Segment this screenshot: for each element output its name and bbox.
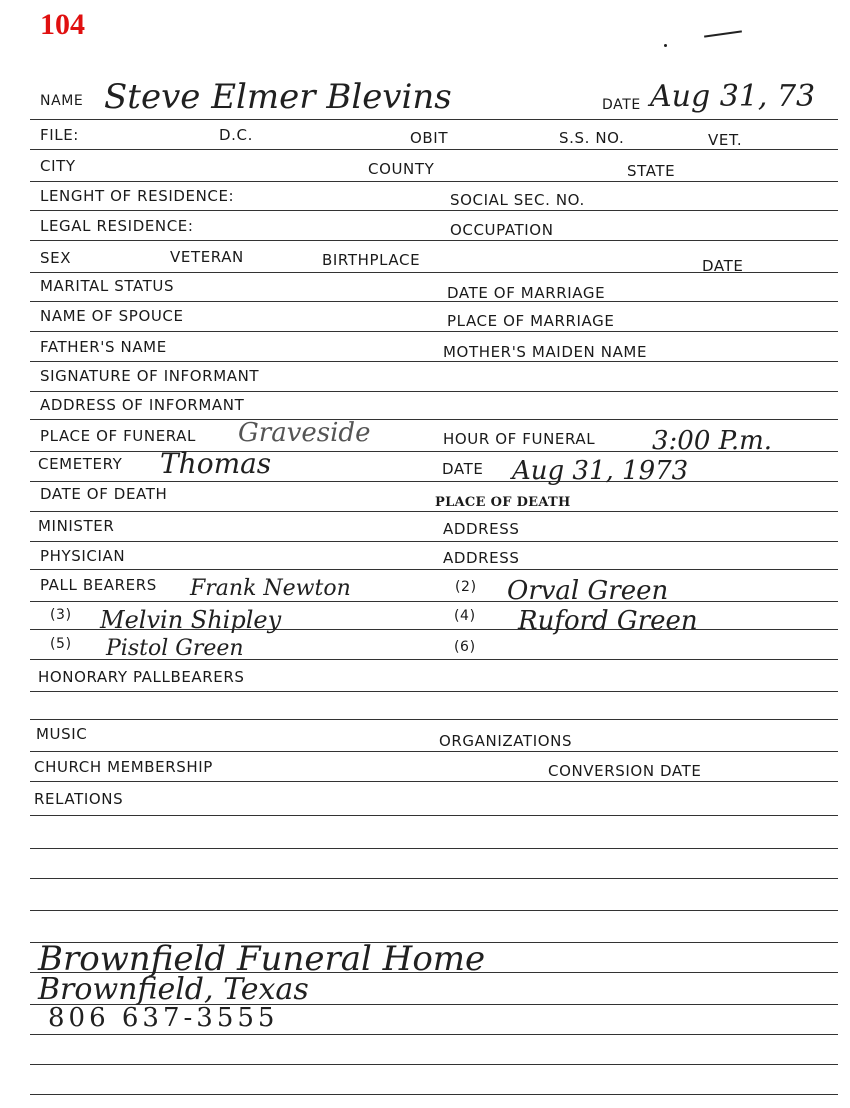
ink-dot-mark [664,44,667,47]
handwritten-funeral-home-city: Brownfield, Texas [38,972,309,1007]
line-honorary [30,691,838,692]
line-marital [30,301,838,302]
label-pb-5: (5) [50,636,72,652]
label-organizations: ORGANIZATIONS [439,732,573,750]
label-county: COUNTY [368,160,435,178]
line-relations [30,815,838,816]
line-signature [30,391,838,392]
label-name-of-spouse: NAME OF SPOUCE [40,307,184,325]
label-pb-3: (3) [50,607,72,623]
label-address-of-informant: ADDRESS OF INFORMANT [40,396,245,414]
label-legal-residence: LEGAL RESIDENCE: [40,217,194,235]
line-name [30,119,838,120]
line-address-informant [30,419,838,420]
label-relations: RELATIONS [34,790,124,808]
label-social-sec-no: SOCIAL SEC. NO. [450,191,585,209]
label-pall-bearers: PALL BEARERS [40,576,157,594]
label-music: MUSIC [36,725,88,743]
label-obit: OBIT [410,129,449,147]
label-state: STATE [627,162,676,180]
handwritten-name: Steve Elmer Blevins [104,77,452,117]
label-file: FILE: [40,126,79,144]
label-conversion-date: CONVERSION DATE [548,762,702,780]
line-file [30,149,838,150]
line-minister [30,541,838,542]
label-sex: SEX [40,249,72,267]
label-honorary-pallbearers: HONORARY PALLBEARERS [38,668,245,686]
label-pb-4: (4) [454,608,476,624]
label-length-of-residence: LENGHT OF RESIDENCE: [40,187,235,205]
handwritten-pall-bearer-1: Frank Newton [190,576,351,601]
handwritten-hour-of-funeral: 3:00 P.m. [652,426,773,456]
handwritten-funeral-home-phone: 806 637-3555 [48,1003,279,1033]
line-extra-2 [30,878,838,879]
line-city [30,181,838,182]
label-church-membership: CHURCH MEMBERSHIP [34,758,213,776]
label-physician: PHYSICIAN [40,547,126,565]
label-physician-address: ADDRESS [443,549,520,567]
line-residence [30,210,838,211]
label-occupation: OCCUPATION [450,221,554,239]
label-place-of-marriage: PLACE OF MARRIAGE [447,312,615,330]
line-date-death [30,511,838,512]
label-date: DATE [602,97,641,113]
label-place-of-funeral: PLACE OF FUNERAL [40,427,197,445]
line-spouse [30,331,838,332]
line-church [30,781,838,782]
label-date-of-marriage: DATE OF MARRIAGE [447,284,606,302]
line-pallbearers [30,601,838,602]
handwritten-cemetery: Thomas [160,447,272,480]
handwritten-funeral-date: Aug 31, 1973 [512,456,689,486]
line-music [30,751,838,752]
label-birth-date: DATE [702,257,744,275]
label-veteran: VETERAN [170,248,244,266]
label-date-of-death: DATE OF DEATH [40,485,168,503]
handwritten-funeral-home-name: Brownfield Funeral Home [38,939,486,979]
label-city: CITY [40,157,76,175]
label-dc: D.C. [219,126,253,144]
line-extra-7 [30,1034,838,1035]
label-ss-no: S.S. NO. [559,129,625,147]
label-pb-2: (2) [455,579,477,595]
handwritten-pall-bearer-5: Pistol Green [106,636,244,661]
line-blank [30,719,838,720]
line-extra-3 [30,910,838,911]
label-place-of-death: PLACE OF DEATH [435,495,571,510]
line-legal [30,240,838,241]
page-number: 104 [40,8,85,41]
label-cemetery: CEMETERY [38,455,123,473]
line-father [30,361,838,362]
label-minister-address: ADDRESS [443,520,520,538]
handwritten-date: Aug 31, 73 [650,79,816,114]
line-extra-9 [30,1094,838,1095]
label-pb-6: (6) [454,639,476,655]
line-extra-8 [30,1064,838,1065]
label-birthplace: BIRTHPLACE [322,251,421,269]
handwritten-pall-bearer-2: Orval Green [507,576,669,606]
label-funeral-date: DATE [442,460,484,478]
line-physician [30,569,838,570]
label-fathers-name: FATHER'S NAME [40,338,167,356]
label-vet: VET. [708,131,743,149]
label-minister: MINISTER [38,517,115,535]
line-cemetery [30,481,838,482]
ink-dash-mark [704,30,742,37]
label-signature-of-informant: SIGNATURE OF INFORMANT [40,367,260,385]
label-hour-of-funeral: HOUR OF FUNERAL [443,430,596,448]
label-mothers-maiden-name: MOTHER'S MAIDEN NAME [443,343,648,361]
label-name: NAME [40,93,84,109]
line-extra-1 [30,848,838,849]
label-marital-status: MARITAL STATUS [40,277,175,295]
handwritten-place-of-funeral: Graveside [238,418,371,448]
handwritten-pall-bearer-4: Ruford Green [518,606,698,636]
handwritten-pall-bearer-3: Melvin Shipley [100,606,282,634]
